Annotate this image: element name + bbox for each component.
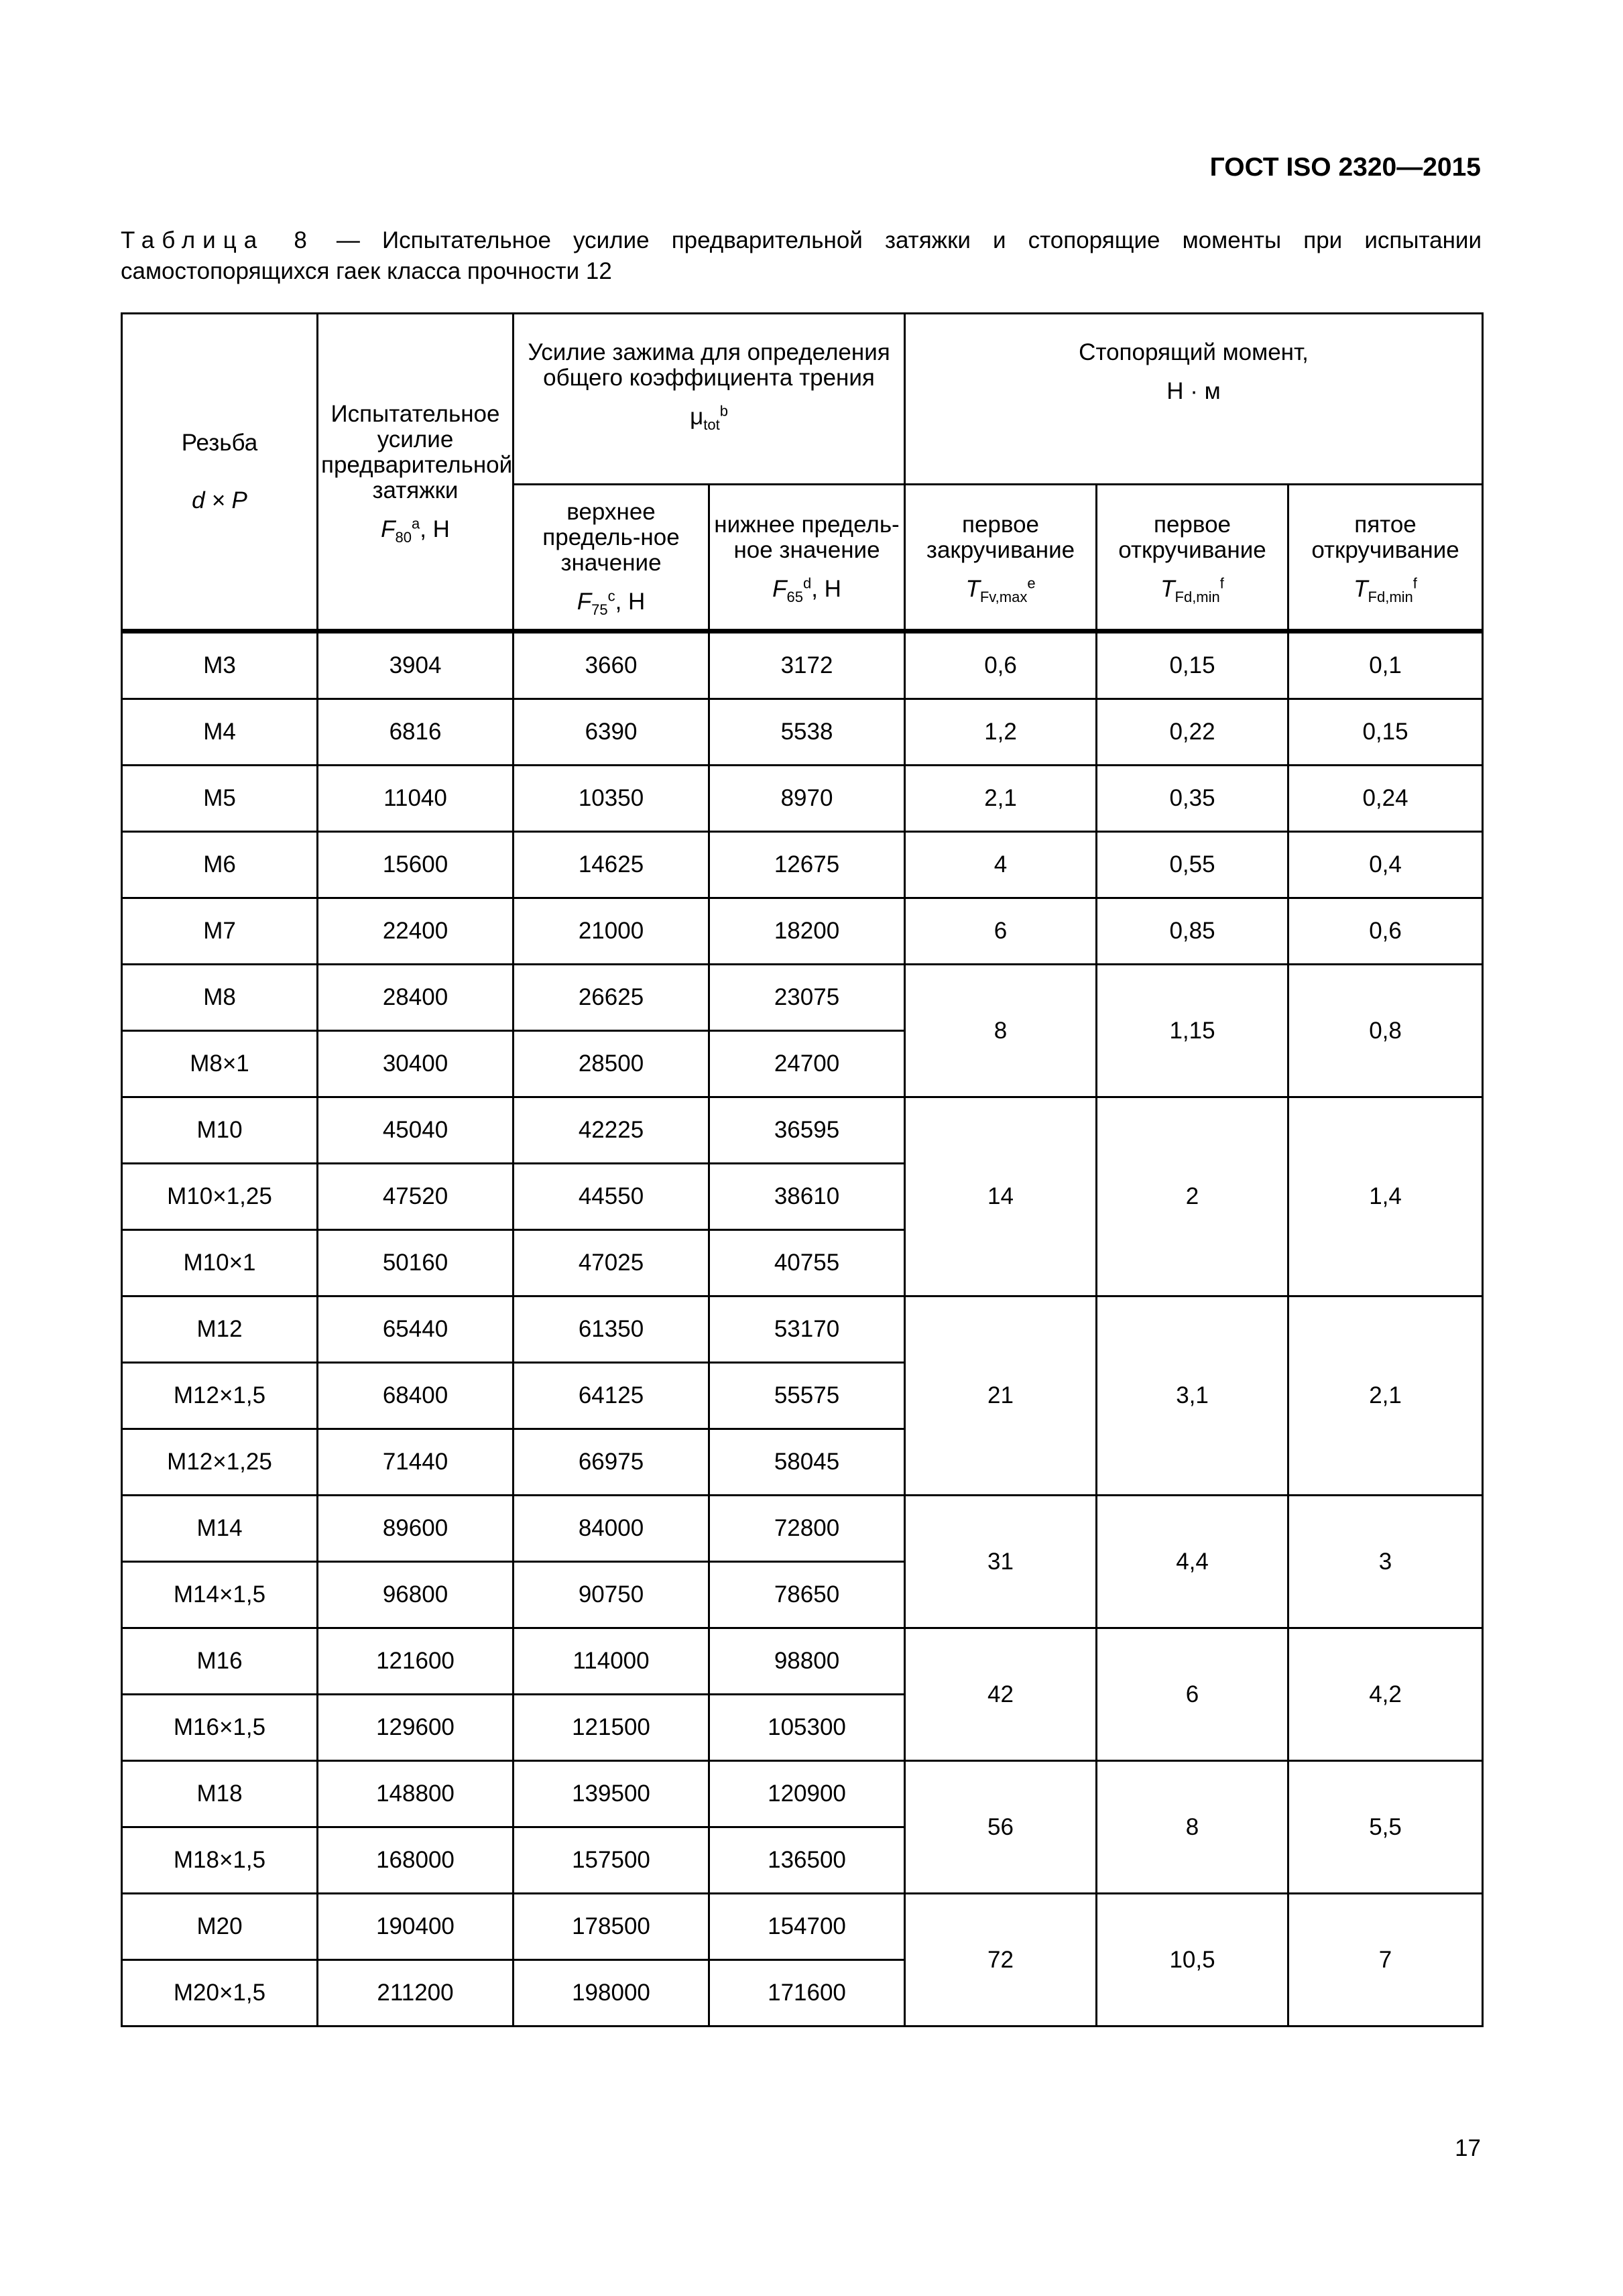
cell-fifth-removal: 0,6 — [1288, 898, 1483, 965]
cell-proof-load: 6816 — [318, 699, 514, 766]
table-row — [122, 699, 1483, 766]
cell-fifth-removal: 0,4 — [1288, 832, 1483, 898]
cell-lower-limit: 24700 — [709, 1031, 905, 1097]
cell-proof-load: 28400 — [318, 965, 514, 1031]
cell-first-removal: 10,5 — [1097, 1894, 1288, 2027]
cell-proof-load: 96800 — [318, 1562, 514, 1628]
header-prevailing-torque: Стопорящий момент, Н · м — [905, 314, 1483, 485]
cell-lower-limit: 171600 — [709, 1960, 905, 2027]
table-caption-text: — Испытательное усилие предварительной затяжки и стопорящие моменты при испытании самостопорящихся гаек класса прочности 12 — [121, 227, 1482, 284]
table-row — [122, 1894, 1483, 1960]
cell-fifth-removal: 2,1 — [1288, 1296, 1483, 1496]
cell-lower-limit: 98800 — [709, 1628, 905, 1695]
cell-thread: M14×1,5 — [122, 1562, 318, 1628]
cell-thread: M20 — [122, 1894, 318, 1960]
cell-thread: M14 — [122, 1496, 318, 1562]
document-code: ГОСТ ISO 2320—2015 — [1209, 153, 1481, 182]
cell-thread: M18 — [122, 1761, 318, 1827]
cell-proof-load: 65440 — [318, 1296, 514, 1363]
cell-upper-limit: 3660 — [514, 631, 709, 699]
cell-first-removal: 0,15 — [1097, 631, 1288, 699]
header-first-installation: первое закручивание $T_{Fv,max}^e$ — [905, 485, 1097, 631]
table-row — [122, 965, 1483, 1031]
header-proof-load: Испытательное усилие предварительной затяжки $F_{80}^a$, Н — [318, 314, 514, 631]
cell-proof-load: 190400 — [318, 1894, 514, 1960]
cell-thread: M6 — [122, 832, 318, 898]
cell-lower-limit: 120900 — [709, 1761, 905, 1827]
data-table — [121, 312, 1484, 2027]
cell-fifth-removal: 0,1 — [1288, 631, 1483, 699]
cell-thread: M4 — [122, 699, 318, 766]
cell-first-installation: 42 — [905, 1628, 1097, 1761]
cell-first-installation: 56 — [905, 1761, 1097, 1894]
header-upper-limit: верхнее предель-ное значение $F_{75}^c$, Н — [514, 485, 709, 631]
cell-first-installation: 4 — [905, 832, 1097, 898]
cell-fifth-removal: 0,8 — [1288, 965, 1483, 1097]
cell-thread: M10×1,25 — [122, 1164, 318, 1230]
cell-first-removal: 2 — [1097, 1097, 1288, 1296]
cell-first-removal: 0,22 — [1097, 699, 1288, 766]
cell-upper-limit: 44550 — [514, 1164, 709, 1230]
cell-first-installation: 14 — [905, 1097, 1097, 1296]
cell-proof-load: 30400 — [318, 1031, 514, 1097]
table-row — [122, 1496, 1483, 1562]
header-lower-limit: нижнее предель-ное значение $F_{65}^d$, Н — [709, 485, 905, 631]
cell-lower-limit: 18200 — [709, 898, 905, 965]
cell-lower-limit: 105300 — [709, 1695, 905, 1761]
table-caption-prefix: Таблица 8 — [121, 227, 314, 253]
cell-thread: M18×1,5 — [122, 1827, 318, 1894]
cell-fifth-removal: 7 — [1288, 1894, 1483, 2027]
table-row — [122, 1097, 1483, 1164]
cell-lower-limit: 154700 — [709, 1894, 905, 1960]
cell-proof-load: 121600 — [318, 1628, 514, 1695]
cell-proof-load: 3904 — [318, 631, 514, 699]
cell-upper-limit: 21000 — [514, 898, 709, 965]
cell-lower-limit: 55575 — [709, 1363, 905, 1429]
cell-fifth-removal: 1,4 — [1288, 1097, 1483, 1296]
cell-thread: M10×1 — [122, 1230, 318, 1296]
cell-lower-limit: 58045 — [709, 1429, 905, 1496]
cell-proof-load: 15600 — [318, 832, 514, 898]
cell-thread: M5 — [122, 766, 318, 832]
cell-thread: M12×1,25 — [122, 1429, 318, 1496]
cell-first-installation: 21 — [905, 1296, 1097, 1496]
cell-first-removal: 1,15 — [1097, 965, 1288, 1097]
cell-thread: M7 — [122, 898, 318, 965]
cell-thread: M16×1,5 — [122, 1695, 318, 1761]
header-first-removal: первое откручивание $T_{Fd,min}^f$ — [1097, 485, 1288, 631]
header-clamp-force: Усилие зажима для определения общего коэффициента трения $\mu_{tot}^b$ — [514, 314, 905, 485]
cell-upper-limit: 84000 — [514, 1496, 709, 1562]
cell-proof-load: 148800 — [318, 1761, 514, 1827]
cell-proof-load: 89600 — [318, 1496, 514, 1562]
cell-fifth-removal: 4,2 — [1288, 1628, 1483, 1761]
cell-upper-limit: 121500 — [514, 1695, 709, 1761]
table-row — [122, 1296, 1483, 1363]
cell-upper-limit: 66975 — [514, 1429, 709, 1496]
cell-lower-limit: 8970 — [709, 766, 905, 832]
table-row — [122, 1628, 1483, 1695]
cell-first-removal: 3,1 — [1097, 1296, 1288, 1496]
cell-first-installation: 72 — [905, 1894, 1097, 2027]
cell-upper-limit: 14625 — [514, 832, 709, 898]
cell-lower-limit: 5538 — [709, 699, 905, 766]
cell-thread: M16 — [122, 1628, 318, 1695]
cell-proof-load: 11040 — [318, 766, 514, 832]
cell-lower-limit: 78650 — [709, 1562, 905, 1628]
cell-thread: M8 — [122, 965, 318, 1031]
cell-proof-load: 68400 — [318, 1363, 514, 1429]
cell-proof-load: 168000 — [318, 1827, 514, 1894]
cell-thread: M8×1 — [122, 1031, 318, 1097]
cell-thread: M20×1,5 — [122, 1960, 318, 2027]
cell-first-installation: 31 — [905, 1496, 1097, 1628]
cell-thread: M12×1,5 — [122, 1363, 318, 1429]
header-row-1 — [122, 314, 1483, 485]
cell-upper-limit: 61350 — [514, 1296, 709, 1363]
cell-proof-load: 71440 — [318, 1429, 514, 1496]
table-row — [122, 898, 1483, 965]
cell-first-removal: 6 — [1097, 1628, 1288, 1761]
cell-upper-limit: 178500 — [514, 1894, 709, 1960]
cell-proof-load: 129600 — [318, 1695, 514, 1761]
cell-upper-limit: 114000 — [514, 1628, 709, 1695]
cell-upper-limit: 139500 — [514, 1761, 709, 1827]
cell-first-removal: 8 — [1097, 1761, 1288, 1894]
cell-first-installation: 2,1 — [905, 766, 1097, 832]
cell-upper-limit: 26625 — [514, 965, 709, 1031]
cell-first-installation: 6 — [905, 898, 1097, 965]
cell-lower-limit: 53170 — [709, 1296, 905, 1363]
cell-thread: M12 — [122, 1296, 318, 1363]
table-row — [122, 631, 1483, 699]
cell-first-installation: 1,2 — [905, 699, 1097, 766]
cell-upper-limit: 157500 — [514, 1827, 709, 1894]
cell-first-removal: 4,4 — [1097, 1496, 1288, 1628]
table-caption — [121, 225, 1482, 287]
cell-upper-limit: 64125 — [514, 1363, 709, 1429]
cell-proof-load: 50160 — [318, 1230, 514, 1296]
cell-lower-limit: 136500 — [709, 1827, 905, 1894]
cell-lower-limit: 36595 — [709, 1097, 905, 1164]
cell-thread: M3 — [122, 631, 318, 699]
cell-lower-limit: 40755 — [709, 1230, 905, 1296]
cell-fifth-removal: 3 — [1288, 1496, 1483, 1628]
cell-upper-limit: 47025 — [514, 1230, 709, 1296]
cell-lower-limit: 23075 — [709, 965, 905, 1031]
cell-upper-limit: 10350 — [514, 766, 709, 832]
cell-upper-limit: 28500 — [514, 1031, 709, 1097]
cell-upper-limit: 198000 — [514, 1960, 709, 2027]
cell-proof-load: 45040 — [318, 1097, 514, 1164]
cell-first-removal: 0,85 — [1097, 898, 1288, 965]
cell-upper-limit: 42225 — [514, 1097, 709, 1164]
cell-proof-load: 211200 — [318, 1960, 514, 2027]
cell-proof-load: 22400 — [318, 898, 514, 965]
cell-lower-limit: 3172 — [709, 631, 905, 699]
cell-lower-limit: 12675 — [709, 832, 905, 898]
table-row — [122, 766, 1483, 832]
cell-fifth-removal: 0,24 — [1288, 766, 1483, 832]
cell-first-removal: 0,55 — [1097, 832, 1288, 898]
header-fifth-removal: пятое откручивание $T_{Fd,min}^f$ — [1288, 485, 1483, 631]
cell-first-installation: 8 — [905, 965, 1097, 1097]
table-row — [122, 832, 1483, 898]
cell-upper-limit: 90750 — [514, 1562, 709, 1628]
cell-lower-limit: 38610 — [709, 1164, 905, 1230]
cell-fifth-removal: 5,5 — [1288, 1761, 1483, 1894]
cell-first-installation: 0,6 — [905, 631, 1097, 699]
cell-proof-load: 47520 — [318, 1164, 514, 1230]
cell-fifth-removal: 0,15 — [1288, 699, 1483, 766]
cell-lower-limit: 72800 — [709, 1496, 905, 1562]
cell-first-removal: 0,35 — [1097, 766, 1288, 832]
cell-thread: M10 — [122, 1097, 318, 1164]
cell-upper-limit: 6390 — [514, 699, 709, 766]
page-number: 17 — [1455, 2135, 1481, 2161]
header-thread: Резьба d × P — [122, 314, 318, 631]
table-row — [122, 1761, 1483, 1827]
